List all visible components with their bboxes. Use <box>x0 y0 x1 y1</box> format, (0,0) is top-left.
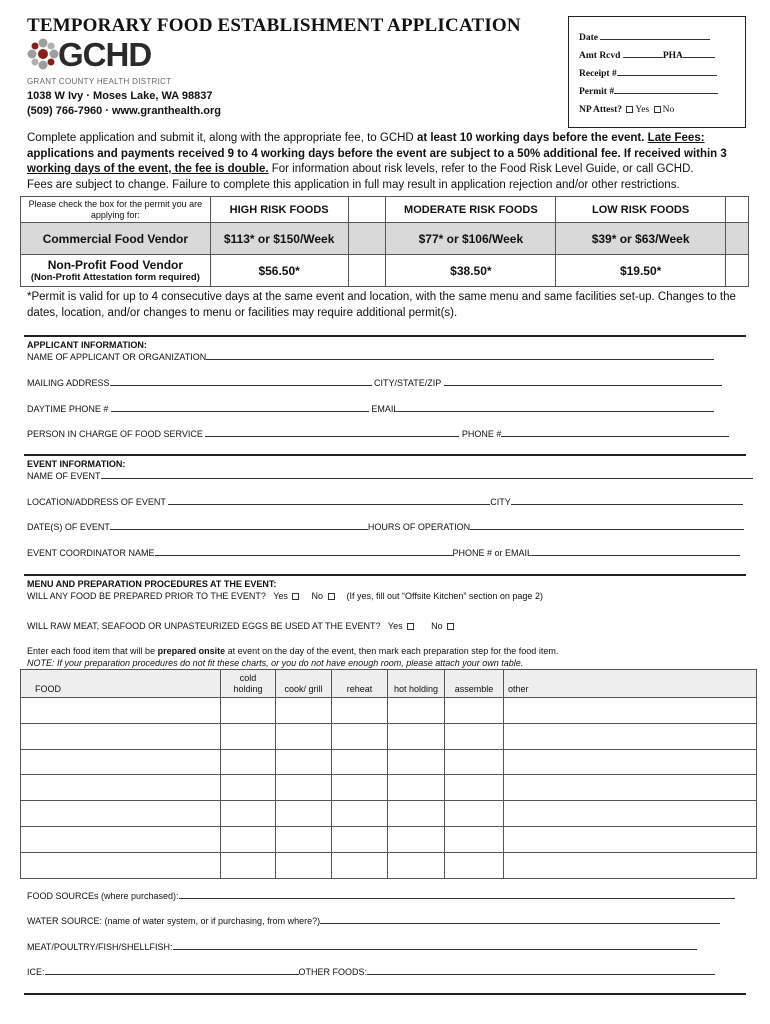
commercial-moderate-fee[interactable]: $77* or $106/Week <box>386 223 556 255</box>
office-pha-label: PHA <box>662 51 683 61</box>
address-line: 1038 W Ivy · Moses Lake, WA 98837 <box>27 90 213 102</box>
water-source-label: WATER SOURCE: (name of water system, or if purchasing, from where?) <box>27 916 321 926</box>
np-no-label: No <box>662 105 675 115</box>
col-cold-holding: cold holding <box>221 670 276 698</box>
prepared-prior-no-checkbox[interactable] <box>328 593 335 600</box>
menu-heading: MENU AND PREPARATION PROCEDURES AT THE EVENT: <box>27 579 277 589</box>
food-cell[interactable] <box>21 698 221 724</box>
prepared-prior-no-label: No <box>311 591 323 601</box>
event-city-field[interactable] <box>511 496 743 505</box>
col-cook-grill: cook/ grill <box>276 670 332 698</box>
commercial-vendor-label: Commercial Food Vendor <box>21 223 211 255</box>
food-cell[interactable] <box>21 775 221 801</box>
office-amt-label: Amt Rcvd <box>579 51 621 61</box>
raw-meat-yes-label: Yes <box>387 621 403 631</box>
food-cell[interactable] <box>21 749 221 775</box>
col-other: other <box>504 670 757 698</box>
event-hours-label: HOURS OF OPERATION <box>367 522 471 532</box>
table-row[interactable] <box>21 775 757 801</box>
col-hot-holding: hot holding <box>388 670 445 698</box>
offsite-kitchen-note: (If yes, fill out “Offsite Kitchen” section on page 2) <box>346 591 543 601</box>
daytime-phone-field[interactable] <box>111 403 369 412</box>
nonprofit-vendor-cell <box>21 255 211 287</box>
water-source-field[interactable] <box>320 915 720 924</box>
col-food: FOOD <box>21 670 221 698</box>
section-divider <box>24 454 746 456</box>
form-title: TEMPORARY FOOD ESTABLISHMENT APPLICATION <box>27 15 521 36</box>
nonprofit-vendor-label: Non-Profit Food Vendor <box>47 258 184 272</box>
person-in-charge-label: PERSON IN CHARGE OF FOOD SERVICE <box>27 429 203 439</box>
page-bottom-rule <box>24 993 746 995</box>
nonprofit-moderate-fee[interactable]: $38.50* <box>386 255 556 287</box>
fee-header-low: LOW RISK FOODS <box>556 197 726 223</box>
food-cell[interactable] <box>21 826 221 852</box>
commercial-low-fee[interactable]: $39* or $63/Week <box>556 223 726 255</box>
ice-source-field[interactable] <box>45 966 299 975</box>
meat-source-field[interactable] <box>173 941 697 950</box>
nonprofit-high-fee[interactable]: $56.50* <box>210 255 348 287</box>
email-field[interactable] <box>398 403 714 412</box>
intro-risk-guide: For information about risk levels, refer to the Food Risk Level Guide, or call GCHD. <box>268 163 694 176</box>
phone-web-line: (509) 766-7960 · www.granthealth.org <box>27 105 221 117</box>
food-sources-label: FOOD SOURCEs (where purchased): <box>27 891 179 901</box>
food-prep-table <box>20 669 757 879</box>
food-table-note: NOTE: If your preparation procedures do not fit these charts, or you do not have enough room, please attach your own table. <box>27 658 524 668</box>
event-location-field[interactable] <box>168 496 490 505</box>
nonprofit-attestation-note: (Non-Profit Attestation form required) <box>30 272 200 283</box>
logo-subtitle: GRANT COUNTY HEALTH DISTRICT <box>27 77 172 86</box>
office-date-label: Date <box>579 33 598 43</box>
section-divider <box>24 574 746 576</box>
event-section <box>27 458 753 482</box>
raw-meat-no-label: No <box>431 621 443 631</box>
event-dates-field[interactable] <box>110 521 368 530</box>
coordinator-name-field[interactable] <box>155 547 453 556</box>
ice-source-label: ICE: <box>27 967 45 977</box>
raw-meat-yes-checkbox[interactable] <box>407 623 414 630</box>
event-name-label: NAME OF EVENT <box>27 471 101 481</box>
intro-double-fee: working days of the event, the fee is double. <box>27 163 269 176</box>
table-row[interactable] <box>21 698 757 724</box>
contact-address <box>27 89 221 119</box>
office-receipt-label: Receipt # <box>579 69 617 79</box>
intro-fee-change: Fees are subject to change. Failure to complete this application in full may result in application rejection and/or other restrictions. <box>27 178 680 191</box>
col-reheat: reheat <box>332 670 388 698</box>
coordinator-name-label: EVENT COORDINATOR NAME <box>27 548 155 558</box>
intro-p1: Complete application and submit it, along with the appropriate fee, to GCHD <box>27 132 417 144</box>
intro-late-fee-rule: applications and payments received 9 to 4 working days before the event are subject to a 50% additional fee. If received within 3 <box>27 147 727 160</box>
applicant-heading: APPLICANT INFORMATION: <box>27 340 147 350</box>
fee-check-note: Please check the box for the permit you are applying for: <box>21 197 211 223</box>
person-phone-field[interactable] <box>501 428 729 437</box>
prepared-prior-yes-label: Yes <box>273 591 288 601</box>
gchd-logo-icon <box>27 38 59 70</box>
instr-prepared-onsite: prepared onsite <box>157 646 226 656</box>
np-yes-label: Yes <box>635 105 650 115</box>
table-row[interactable] <box>21 852 757 878</box>
intro-deadline: at least 10 working days before the event. <box>416 132 645 144</box>
table-row[interactable] <box>21 723 757 749</box>
fee-header-high: HIGH RISK FOODS <box>210 197 348 223</box>
office-amt-field[interactable] <box>623 49 663 58</box>
nonprofit-low-fee[interactable]: $19.50* <box>556 255 726 287</box>
event-heading: EVENT INFORMATION: <box>27 459 126 469</box>
table-row[interactable] <box>21 826 757 852</box>
nonprofit-checkbox-cell[interactable] <box>348 255 386 287</box>
table-row[interactable] <box>21 801 757 827</box>
event-name-field[interactable] <box>101 470 753 479</box>
food-cell[interactable] <box>21 723 221 749</box>
nonprofit-low-checkbox-cell[interactable] <box>726 255 749 287</box>
permit-validity-note: *Permit is valid for up to 4 consecutive days at the same event and location, with the same menu and same facilities set-up. Changes to the dates, location, and/or changes to menu or facilities may require additional permit(s). <box>27 291 736 319</box>
prepared-prior-yes-checkbox[interactable] <box>292 593 299 600</box>
food-cell[interactable] <box>21 801 221 827</box>
event-dates-label: DATE(S) OF EVENT <box>27 522 110 532</box>
applicant-section <box>27 339 714 363</box>
email-label: EMAIL <box>371 404 399 414</box>
office-permit-label: Permit # <box>579 87 615 97</box>
coordinator-contact-label: PHONE # or EMAIL <box>452 548 533 558</box>
city-state-zip-label: CITY/STATE/ZIP <box>374 378 442 388</box>
office-permit-field[interactable] <box>614 85 718 94</box>
meat-source-label: MEAT/POULTRY/FISH/SHELLFISH: <box>27 942 173 952</box>
food-cell[interactable] <box>21 852 221 878</box>
mailing-address-field[interactable] <box>110 377 372 386</box>
commercial-checkbox-cell[interactable] <box>348 223 386 255</box>
raw-meat-no-checkbox[interactable] <box>447 623 454 630</box>
person-in-charge-field[interactable] <box>205 428 459 437</box>
logo-text: GCHD <box>58 36 152 73</box>
table-row[interactable] <box>21 749 757 775</box>
menu-section <box>27 578 543 602</box>
np-attest-label: NP Attest? <box>579 105 623 115</box>
other-foods-field[interactable] <box>367 966 715 975</box>
fee-table <box>20 196 749 287</box>
office-pha-field[interactable] <box>683 49 715 58</box>
other-foods-label: OTHER FOODS: <box>298 967 368 977</box>
prepared-prior-question: WILL ANY FOOD BE PREPARED PRIOR TO THE EVENT? <box>27 591 266 601</box>
person-phone-label: PHONE # <box>461 429 502 439</box>
intro-late-fees: Late Fees: <box>647 132 705 144</box>
instr-part-c: at event on the day of the event, then mark each preparation step for the food item. <box>225 646 559 656</box>
office-date-field[interactable] <box>600 31 710 40</box>
applicant-name-field[interactable] <box>206 351 714 360</box>
applicant-name-label: NAME OF APPLICANT OR ORGANIZATION <box>27 352 207 362</box>
instr-part-a: Enter each food item that will be <box>27 646 158 656</box>
food-sources-field[interactable] <box>179 890 735 899</box>
col-assemble: assemble <box>445 670 504 698</box>
mailing-address-label: MAILING ADDRESS <box>27 378 110 388</box>
event-hours-field[interactable] <box>470 521 744 530</box>
daytime-phone-label: DAYTIME PHONE # <box>27 404 109 414</box>
intro-text <box>27 131 749 193</box>
commercial-low-checkbox-cell[interactable] <box>726 223 749 255</box>
event-location-label: LOCATION/ADDRESS OF EVENT <box>27 497 166 507</box>
np-attest-no-checkbox[interactable] <box>654 106 661 113</box>
raw-meat-question: WILL RAW MEAT, SEAFOOD OR UNPASTEURIZED EGGS BE USED AT THE EVENT? <box>27 621 381 631</box>
event-city-label: CITY <box>490 497 511 507</box>
office-receipt-field[interactable] <box>617 67 717 76</box>
coordinator-contact-field[interactable] <box>532 547 740 556</box>
office-use-box <box>568 16 746 128</box>
np-attest-yes-checkbox[interactable] <box>626 106 633 113</box>
section-divider <box>24 335 746 337</box>
food-instructions <box>27 645 558 669</box>
fee-header-moderate: MODERATE RISK FOODS <box>386 197 556 223</box>
commercial-high-fee[interactable]: $113* or $150/Week <box>210 223 348 255</box>
city-state-zip-field[interactable] <box>444 377 722 386</box>
